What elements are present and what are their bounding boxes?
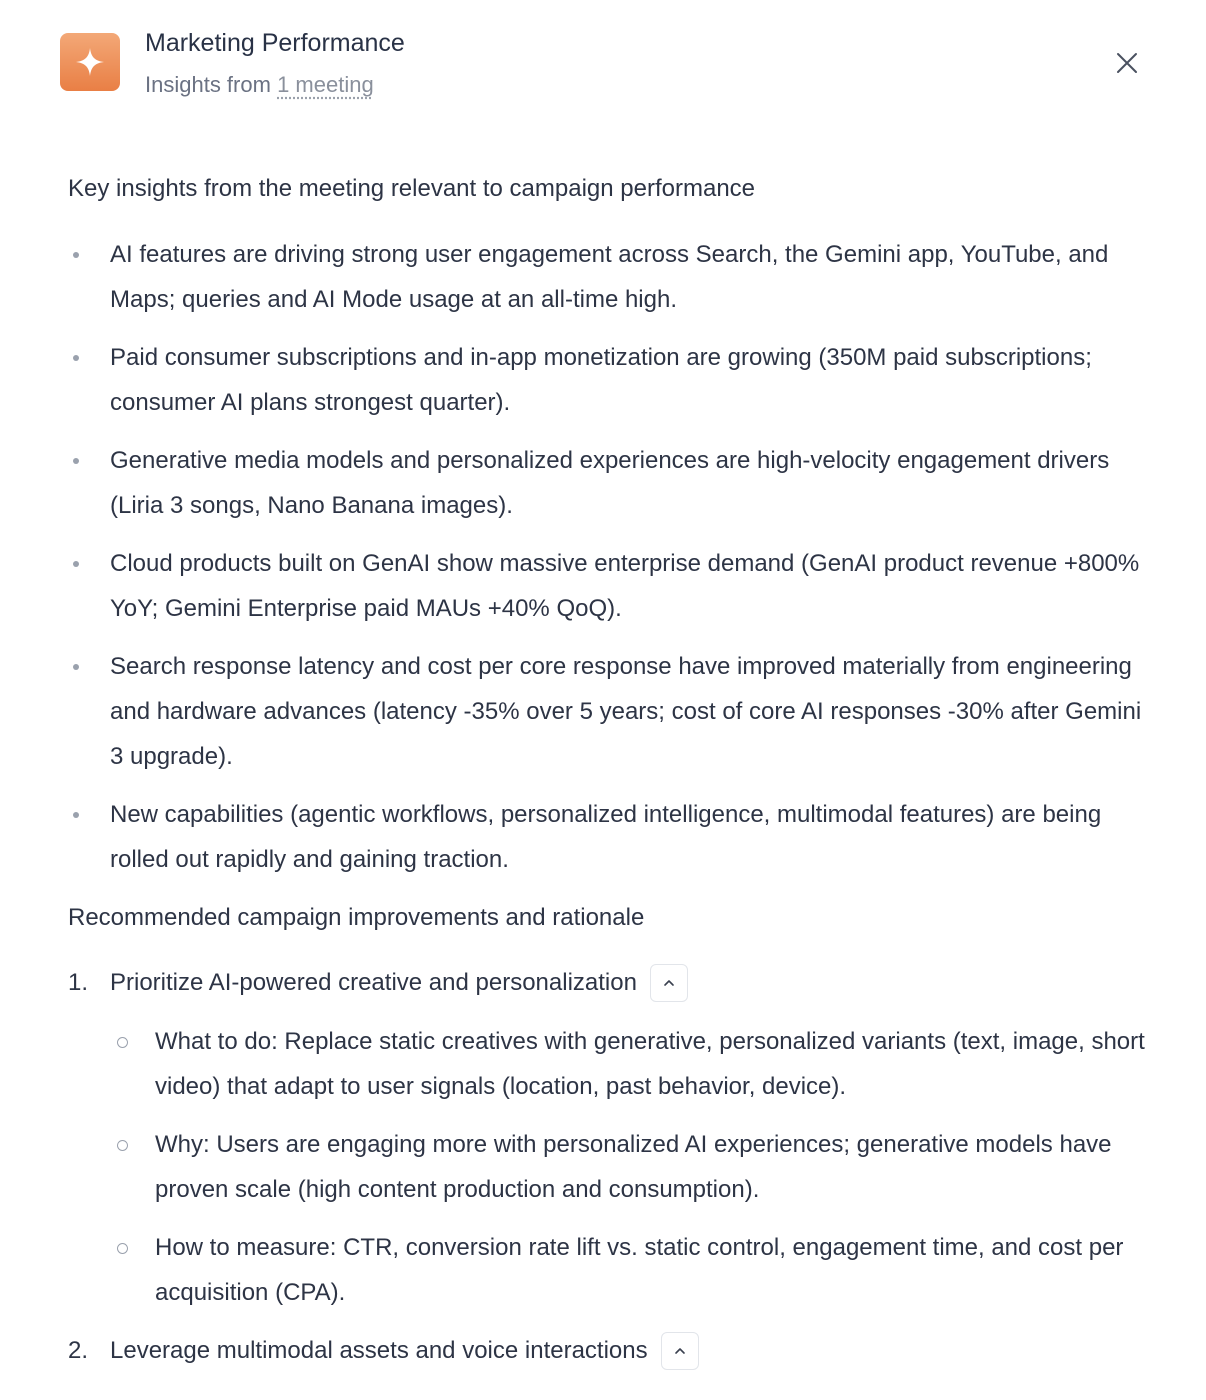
recommendation-title: Prioritize AI-powered creative and personalization	[110, 969, 637, 996]
collapse-button[interactable]	[650, 964, 688, 1002]
recommendation-item	[68, 1328, 1148, 1373]
close-icon	[1116, 52, 1138, 74]
insight-item: New capabilities (agentic workflows, personalized intelligence, multimodal features) are being rolled out rapidly and gaining traction.	[68, 792, 1148, 882]
insight-item: Cloud products built on GenAI show massive enterprise demand (GenAI product revenue +800% YoY; Gemini Enterprise paid MAUs +40% QoQ).	[68, 541, 1148, 631]
detail-item: What to do: Replace static creatives with generative, personalized variants (text, image, short video) that adapt to user signals (location, past behavior, device).	[68, 1019, 1148, 1109]
insight-item: Generative media models and personalized experiences are high-velocity engagement drivers (Liria 3 songs, Nano Banana images).	[68, 438, 1148, 528]
insights-heading: Key insights from the meeting relevant to campaign performance	[68, 175, 756, 202]
insight-item: Search response latency and cost per core response have improved materially from engineering and hardware advances (latency -35% over 5 years; cost of core AI responses -30% after Gemini 3 upgrade).	[68, 644, 1148, 779]
recommendation-number: 1.	[68, 969, 89, 996]
recommendation-number: 2.	[68, 1337, 89, 1364]
page-title: Marketing Performance	[145, 29, 405, 57]
recommendation-details	[68, 1019, 1148, 1315]
detail-item: How to measure: CTR, conversion rate lift vs. static control, engagement time, and cost per acquisition (CPA).	[68, 1225, 1148, 1315]
recommendation-item	[68, 960, 1148, 1315]
insight-item: AI features are driving strong user engagement across Search, the Gemini app, YouTube, and Maps; queries and AI Mode usage at an all-time high.	[68, 232, 1148, 322]
sparkle-icon	[60, 33, 120, 91]
close-button[interactable]	[1112, 48, 1142, 78]
chevron-up-icon	[662, 976, 676, 990]
detail-item: Why: Users are engaging more with personalized AI experiences; generative models have proven scale (high content production and consumption).	[68, 1122, 1148, 1212]
insights-content	[68, 166, 1148, 1385]
chevron-up-icon	[673, 1344, 687, 1358]
insight-item: Paid consumer subscriptions and in-app monetization are growing (350M paid subscriptions; consumer AI plans strongest quarter).	[68, 335, 1148, 425]
meeting-count-link[interactable]: 1 meeting	[277, 72, 374, 97]
recommendations-list	[68, 960, 1148, 1373]
recommendation-title: Leverage multimodal assets and voice interactions	[110, 1337, 648, 1364]
collapse-button[interactable]	[661, 1332, 699, 1370]
recommendations-heading: Recommended campaign improvements and rationale	[68, 904, 645, 931]
insights-list	[68, 232, 1148, 882]
page-subtitle	[145, 72, 374, 98]
panel-header	[60, 28, 1146, 108]
subtitle-prefix: Insights from	[145, 72, 271, 97]
